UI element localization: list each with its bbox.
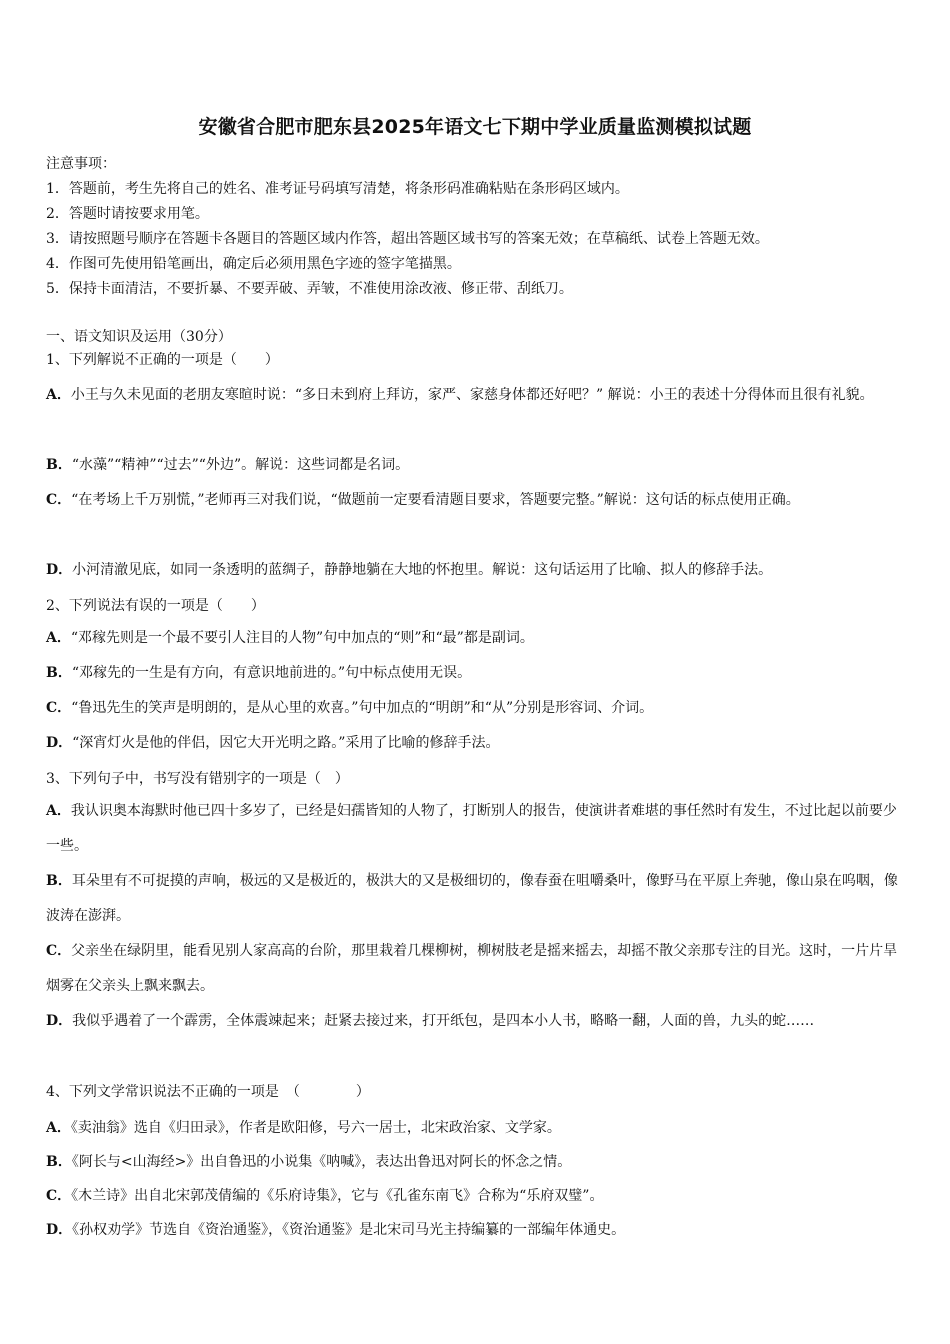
option-text: 《阿长与<山海经>》出自鲁迅的小说集《呐喊》，表达出鲁迅对阿长的怀念之情。 xyxy=(71,1154,572,1170)
question-3-option-d xyxy=(46,1004,908,1039)
option-text: 小河清澈见底，如同一条透明的蓝绸子，静静地躺在大地的怀抱里。解说：这句话运用了比喻、拟人的修辞手法。 xyxy=(72,562,773,578)
option-label: C． xyxy=(46,492,72,508)
question-4-option-c xyxy=(46,1179,908,1214)
option-label: C． xyxy=(46,700,72,716)
option-label: D． xyxy=(46,562,73,578)
option-label: A． xyxy=(46,630,71,646)
question-2-option-b xyxy=(46,656,908,691)
option-text: “水藻”“精神”“过去”“外边”。解说：这些词都是名词。 xyxy=(71,457,410,473)
option-text: 《卖油翁》选自《归田录》，作者是欧阳修，号六一居士，北宋政治家、文学家。 xyxy=(70,1120,561,1136)
question-2-option-c xyxy=(46,691,908,726)
option-text: 《木兰诗》出自北宋郭茂倩编的《乐府诗集》，它与《孔雀东南飞》合称为“乐府双璧”。 xyxy=(71,1188,604,1204)
option-label: D． xyxy=(46,1222,73,1238)
note-item: 4．作图可先使用铅笔画出，确定后必须用黑色字迹的签字笔描黑。 xyxy=(46,256,461,272)
question-2-stem: 2、下列说法有误的一项是（ ） xyxy=(46,598,265,614)
question-1-stem: 1、下列解说不正确的一项是（ ） xyxy=(46,352,279,368)
option-text: “邓稼先的一生是有方向，有意识地前进的。”句中标点使用无误。 xyxy=(71,665,472,681)
option-text: 耳朵里有不可捉摸的声响，极远的又是极近的，极洪大的又是极细切的，像春蚕在咀嚼桑叶，像野马在平原上奔驰，像山泉在呜咽，像波涛在澎湃。 xyxy=(46,873,898,924)
question-1-option-d xyxy=(46,553,908,588)
notes-heading: 注意事项： xyxy=(46,156,116,172)
question-3-option-c xyxy=(46,934,908,1004)
option-label: D． xyxy=(46,1013,73,1029)
question-2-option-a xyxy=(46,621,908,656)
option-label: A． xyxy=(46,387,71,403)
option-text: “鲁迅先生的笑声是明朗的，是从心里的欢喜。”句中加点的“明朗”和“从”分别是形容词、介词。 xyxy=(71,700,654,716)
option-text: 《孙权劝学》节选自《资治通鉴》，《资治通鉴》是北宋司马光主持编纂的一部编年体通史。 xyxy=(72,1222,626,1238)
section-heading: 一、语文知识及运用（30分） xyxy=(46,329,232,345)
option-text: 我似乎遇着了一个霹雳，全体震竦起来；赶紧去接过来，打开纸包，是四本小人书，略略一翻，人面的兽，九头的蛇…… xyxy=(72,1013,815,1029)
question-4-option-b xyxy=(46,1145,908,1180)
option-label: C． xyxy=(46,1188,72,1204)
notes-block xyxy=(46,152,916,302)
question-4-stem: 4、下列文学常识说法不正确的一项是 （ ） xyxy=(46,1084,370,1100)
option-label: A． xyxy=(46,1120,71,1136)
option-text: 我认识奥本海默时他已四十多岁了，已经是妇孺皆知的人物了，打断别人的报告，使演讲者难堪的事任然时有发生，不过比起以前要少一些。 xyxy=(46,803,897,854)
option-label: C． xyxy=(46,943,72,959)
question-1-option-b xyxy=(46,448,908,483)
question-3-option-b xyxy=(46,864,908,934)
option-label: B． xyxy=(46,1154,72,1170)
question-2-option-d xyxy=(46,726,908,761)
option-label: A． xyxy=(46,803,71,819)
note-item: 2．答题时请按要求用笔。 xyxy=(46,206,209,222)
question-1-option-c xyxy=(46,483,908,518)
page-title: 安徽省合肥市肥东县2025年语文七下期中学业质量监测模拟试题 xyxy=(198,116,752,138)
option-label: B． xyxy=(46,665,72,681)
question-4-option-a xyxy=(46,1111,908,1146)
option-label: B． xyxy=(46,873,72,889)
option-text: 小王与久未见面的老朋友寒暄时说：“多日未到府上拜访，家严、家慈身体都还好吧？” 解说：小王的表述十分得体而且很有礼貌。 xyxy=(70,387,874,403)
option-text: “在考场上千万别慌，”老师再三对我们说，“做题前一定要看清题目要求，答题要完整。”解说：这句话的标点使用正确。 xyxy=(71,492,800,508)
note-item: 5．保持卡面清洁，不要折暴、不要弄破、弄皱，不准使用涂改液、修正带、刮纸刀。 xyxy=(46,281,573,297)
question-4-option-d xyxy=(46,1213,908,1248)
note-item: 1．答题前，考生先将自己的姓名、准考证号码填写清楚，将条形码准确粘贴在条形码区域内。 xyxy=(46,181,629,197)
question-1-option-a xyxy=(46,378,908,413)
note-item: 3．请按照题号顺序在答题卡各题目的答题区域内作答，超出答题区域书写的答案无效；在草稿纸、试卷上答题无效。 xyxy=(46,231,769,247)
question-3-option-a xyxy=(46,794,908,864)
option-label: B． xyxy=(46,457,72,473)
option-text: “邓稼先则是一个最不要引人注目的人物”句中加点的“则”和“最”都是副词。 xyxy=(70,630,534,646)
question-3-stem: 3、下列句子中，书写没有错别字的一项是（ ） xyxy=(46,771,349,787)
option-text: “深宵灯火是他的伴侣，因它大开光明之路。”采用了比喻的修辞手法。 xyxy=(72,735,500,751)
option-text: 父亲坐在绿阴里，能看见别人家高高的台阶，那里栽着几棵柳树，柳树肢老是摇来摇去，却摇不散父亲那专注的目光。这时，一片片旱烟雾在父亲头上飘来飘去。 xyxy=(46,943,898,994)
option-label: D． xyxy=(46,735,73,751)
